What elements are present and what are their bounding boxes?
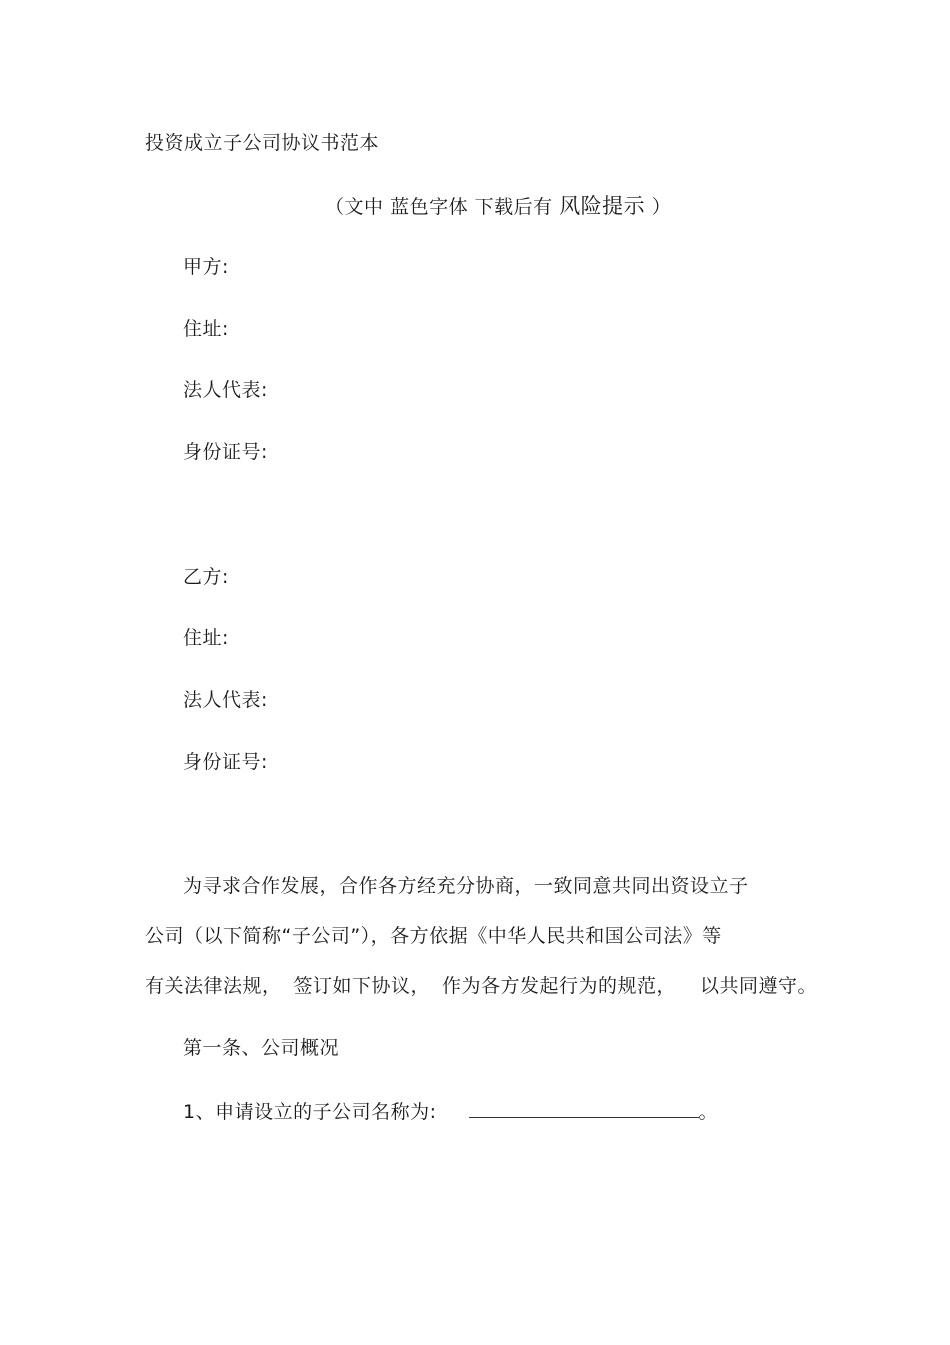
- document-title: 投资成立子公司协议书范本: [145, 132, 380, 154]
- party-a-legal-rep-label: 法人代表:: [183, 379, 268, 401]
- party-b-name-label: 乙方:: [183, 566, 229, 588]
- party-b-id-number-label: 身份证号:: [183, 751, 268, 773]
- note-part-risk-warning: 风险提示: [559, 194, 646, 218]
- subsidiary-name-label: 1、申请设立的子公司名称为:: [183, 1101, 437, 1123]
- subsidiary-name-blank: [469, 1099, 699, 1118]
- preamble-line-2: 公司（以下简称“子公司”），各方依据《中华人民共和国公司法》等: [145, 925, 722, 947]
- preamble-line-1: 为寻求合作发展，合作各方经充分协商，一致同意共同出资设立子: [183, 875, 749, 897]
- party-a-address-label: 住址:: [183, 318, 229, 340]
- preamble-line-3-part-c: 作为各方发起行为的规范，: [442, 975, 677, 997]
- note-part-blue-font: 蓝色字体: [390, 196, 469, 218]
- party-a-name-label: 甲方:: [183, 256, 229, 278]
- article-1-heading: 第一条、公司概况: [183, 1037, 340, 1059]
- preamble-line-3-part-b: 签订如下协议，: [293, 975, 431, 997]
- subsidiary-name-end-mark: 。: [698, 1101, 719, 1123]
- preamble-line-3-part-d: 以共同遵守。: [700, 975, 818, 997]
- note-open: （文中: [325, 196, 384, 218]
- party-b-address-label: 住址:: [183, 627, 229, 649]
- preamble-line-3-part-a: 有关法律法规，: [145, 975, 282, 997]
- note-part-after-download: 下载后有: [474, 196, 553, 218]
- party-b-legal-rep-label: 法人代表:: [183, 689, 268, 711]
- article-1-item-1: [183, 1099, 718, 1124]
- note-close: ）: [651, 196, 672, 218]
- party-a-id-number-label: 身份证号:: [183, 441, 268, 463]
- preamble-line-3: [145, 974, 817, 998]
- download-note: [325, 194, 671, 219]
